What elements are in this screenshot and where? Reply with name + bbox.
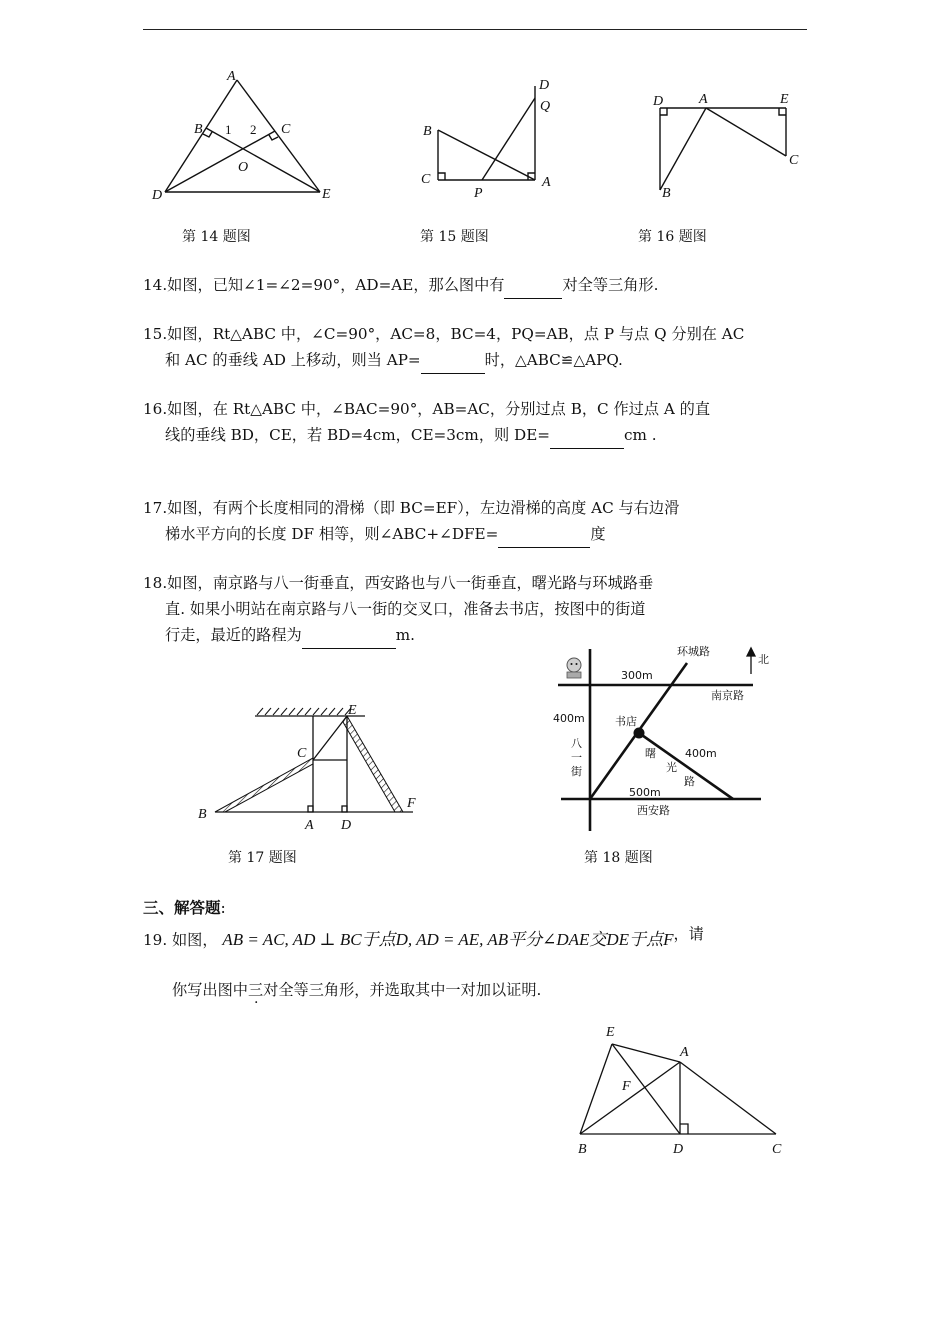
- q16-answer-blank[interactable]: [550, 422, 624, 449]
- fig18-label-bayi-3: 街: [571, 765, 582, 778]
- fig18-label-400m-b: 400m: [685, 747, 717, 760]
- fig18-caption: 第 18 题图: [584, 850, 653, 866]
- q19-math: AB = AC, AD ⊥ BC于点D, AD = AE, AB平分∠DAE交DE于点F: [222, 930, 674, 949]
- q18-line3-pre: 行走，最近的路程为: [165, 626, 302, 644]
- header-rule: [143, 29, 807, 30]
- q14-text-pre: 14.如图，已知∠1=∠2=90°，AD=AE，那么图中有: [143, 276, 505, 294]
- fig18-label-300m: 300m: [621, 669, 653, 682]
- figure-19: [570, 1020, 795, 1162]
- fig15-label-D: D: [539, 78, 550, 93]
- fig14-angle-2: 2: [250, 122, 257, 137]
- fig16-label-B: B: [662, 186, 671, 201]
- fig18-label-north: 北: [758, 653, 769, 666]
- fig14-label-E: E: [322, 187, 331, 202]
- question-18: [143, 570, 807, 649]
- fig15-label-C: C: [421, 172, 431, 187]
- q19-number: 19. 如图，: [143, 931, 218, 949]
- fig19-label-B: B: [578, 1142, 587, 1157]
- fig17-label-D: D: [341, 818, 352, 833]
- fig14-label-C: C: [281, 122, 291, 137]
- q16-line1: 16.如图，在 Rt△ABC 中，∠BAC=90°，AB=AC，分别过点 B，C 作过点 A 的直: [143, 400, 711, 418]
- q17-answer-blank[interactable]: [498, 521, 590, 548]
- q17-line2-post: 度: [590, 525, 606, 543]
- q15-line2-pre: 和 AC 的垂线 AD 上移动，则当 AP=: [165, 351, 421, 369]
- fig16-label-C: C: [789, 153, 799, 168]
- fig15-label-A: A: [542, 175, 551, 190]
- question-16: [143, 396, 807, 449]
- fig16-label-D: D: [653, 94, 664, 109]
- fig14-label-A: A: [227, 69, 236, 84]
- fig18-label-huancheng: 环城路: [677, 645, 710, 658]
- fig18-label-500m: 500m: [629, 786, 661, 799]
- fig19-label-E: E: [606, 1025, 615, 1040]
- figure-14: [150, 68, 340, 208]
- fig15-caption: 第 15 题图: [420, 229, 489, 245]
- q15-answer-blank[interactable]: [421, 347, 485, 374]
- fig19-label-C: C: [772, 1142, 782, 1157]
- fig16-caption: 第 16 题图: [638, 229, 707, 245]
- figure-17: [195, 698, 430, 833]
- q18-line3-post: m.: [395, 626, 415, 644]
- fig19-label-D: D: [673, 1142, 684, 1157]
- fig14-angle-1: 1: [225, 122, 232, 137]
- question-19-line2: [172, 979, 541, 1000]
- fig18-label-shuguang-2: 光: [666, 761, 677, 774]
- q18-line2: 直. 如果小明站在南京路与八一街的交叉口，准备去书店，按图中的街道: [165, 600, 646, 618]
- person-icon: [567, 658, 581, 678]
- fig14-label-D: D: [152, 188, 163, 203]
- fig16-label-A: A: [699, 92, 708, 107]
- figure-18: [553, 643, 783, 838]
- fig15-label-B: B: [423, 124, 432, 139]
- fig18-label-xian: 西安路: [637, 804, 670, 817]
- q15-line2-post: 时，△ABC≌△APQ.: [484, 351, 623, 369]
- fig19-label-A: A: [680, 1045, 689, 1060]
- q15-line1: 15.如图，Rt△ABC 中，∠C=90°，AC=8，BC=4，PQ=AB，点 P 与点 Q 分别在 AC: [143, 325, 745, 343]
- fig18-label-bayi-1: 八: [571, 737, 582, 750]
- fig17-label-B: B: [198, 807, 207, 822]
- q18-answer-blank[interactable]: [302, 622, 396, 649]
- q17-line2-pre: 梯水平方向的长度 DF 相等，则∠ABC+∠DFE=: [165, 525, 499, 543]
- question-15: [143, 321, 807, 374]
- fig16-label-E: E: [780, 92, 789, 107]
- fig17-label-A: A: [305, 818, 314, 833]
- q14-answer-blank[interactable]: [504, 272, 562, 299]
- fig19-label-F: F: [622, 1079, 631, 1094]
- figure-15: [418, 74, 568, 204]
- question-17: [143, 495, 807, 548]
- question-14: [143, 272, 807, 299]
- figure-16: [648, 86, 813, 206]
- q19-tail: ，请: [673, 925, 704, 943]
- fig18-label-bayi-2: 一: [571, 751, 582, 764]
- fig17-label-F: F: [407, 796, 416, 811]
- fig18-label-shuguang-1: 曙: [645, 747, 656, 760]
- section-heading: [143, 896, 226, 918]
- fig17-label-C: C: [297, 746, 307, 761]
- fig14-caption: 第 14 题图: [182, 229, 251, 245]
- q16-line2-pre: 线的垂线 BD，CE，若 BD=4cm，CE=3cm，则 DE=: [165, 426, 551, 444]
- fig14-label-O: O: [238, 160, 249, 175]
- fig18-label-shuguang-3: 路: [684, 775, 695, 788]
- fig17-label-E: E: [348, 703, 357, 718]
- section-title: 三、解答题: [143, 898, 221, 917]
- q19-line2-emphasis: 三: [247, 981, 264, 999]
- fig15-label-P: P: [474, 186, 483, 201]
- q18-line1: 18.如图，南京路与八一街垂直，西安路也与八一街垂直，曙光路与环城路垂: [143, 574, 654, 592]
- question-19-line1: [143, 925, 704, 950]
- q17-line1: 17.如图，有两个长度相同的滑梯（即 BC=EF），左边滑梯的高度 AC 与右边滑: [143, 499, 680, 517]
- fig18-label-400m-a: 400m: [553, 712, 585, 725]
- q19-line2-a: 你写出图中: [172, 981, 248, 999]
- fig14-label-B: B: [194, 122, 203, 137]
- fig18-label-nanjing: 南京路: [711, 689, 744, 702]
- section-colon: :: [220, 899, 226, 917]
- q19-line2-c: 对全等三角形，并选取其中一对加以证明.: [263, 981, 542, 999]
- fig15-label-Q: Q: [540, 99, 551, 114]
- fig17-caption: 第 17 题图: [228, 850, 297, 866]
- q14-text-post: 对全等三角形.: [562, 276, 659, 294]
- q16-line2-post: cm .: [624, 426, 657, 444]
- fig18-label-shudian: 书店: [615, 715, 637, 728]
